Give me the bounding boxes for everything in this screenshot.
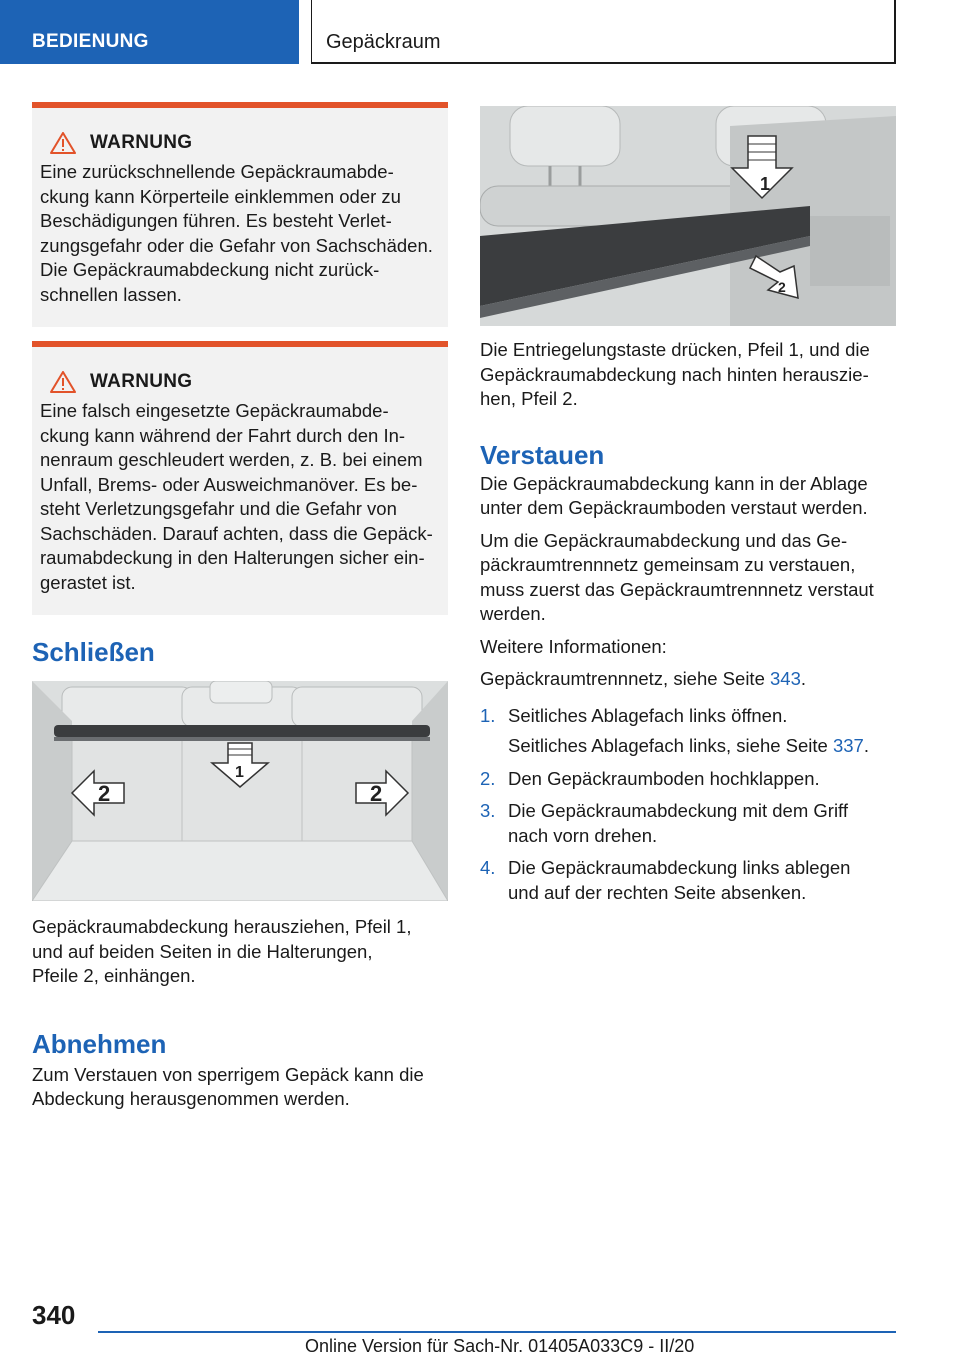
verstauen-para-2 [480, 529, 896, 627]
abnehmen-text [32, 1063, 448, 1112]
text-line: werden. [480, 603, 546, 624]
step-text [508, 856, 850, 905]
heading-schliessen: Schließen [32, 637, 155, 667]
text-line: Beschädigungen führen. Es besteht Verlet- [40, 210, 392, 231]
step-item [480, 704, 896, 729]
step-item [480, 767, 896, 792]
footer-version-text: Online Version für Sach-Nr. 01405A033C9 - II/20 [305, 1336, 695, 1356]
step-item [480, 856, 896, 905]
text-line: Eine zurückschnellende Gepäckraumabde- [40, 161, 394, 182]
cross-reference [480, 667, 896, 692]
caption-line: Die Entriegelungstaste drücken, Pfeil 1, und die [480, 339, 870, 360]
text-line: Die Gepäckraumabdeckung nicht zurück- [40, 259, 380, 280]
warning-title: WARNUNG [90, 371, 193, 392]
ref-text: Seitliches Ablagefach links, siehe Seite [508, 735, 833, 756]
caption-line: Gepäckraumabdeckung nach hinten herauszie- [480, 363, 869, 385]
caption-remove [480, 338, 896, 412]
text-line: gerastet ist. [40, 571, 136, 593]
left-column [32, 102, 448, 1112]
caption-line: Pfeile 2, einhängen. [32, 965, 196, 986]
arrow-label-right: 2 [370, 781, 383, 806]
text-line: Abdeckung herausgenommen werden. [32, 1088, 350, 1109]
warning-box-1 [32, 102, 448, 327]
chapter-title: Gepäckraum [326, 31, 441, 53]
footer-divider [98, 1331, 896, 1333]
release-button-illustration [480, 106, 896, 326]
warning-triangle-icon [50, 371, 76, 393]
text-line: Zum Verstauen von sperrigem Gepäck kann die [32, 1063, 424, 1085]
text-line: päckraumtrennnetz gemeinsam zu verstauen, [480, 554, 856, 575]
step-text [508, 799, 848, 848]
arrow-label-center: 1 [235, 764, 244, 781]
text-line: muss zuerst das Gepäckraumtrennnetz verstaut [480, 578, 874, 600]
warning-box-2 [32, 341, 448, 615]
page-link-337[interactable]: 337 [832, 735, 864, 756]
chapter-header [311, 0, 896, 64]
text-line: nenraum geschleudert werden, z. B. bei einem [40, 449, 423, 470]
ref-text: Gepäckraumtrennnetz, siehe Seite [480, 668, 770, 689]
text-line: Eine falsch eingesetzte Gepäckraumabde- [40, 400, 389, 421]
figure-remove-cover [480, 106, 896, 326]
caption-line: und auf beiden Seiten in die Halterungen, [32, 940, 373, 962]
text-line: Sachschäden. Darauf achten, dass die Gepäck- [40, 522, 433, 544]
step-number: 4. [480, 857, 496, 878]
arrow-label-2: 2 [778, 279, 786, 295]
figure-close-cover [32, 681, 448, 901]
text-line: Die Gepäckraumabdeckung mit dem Griff [508, 800, 849, 821]
text-line: schnellen lassen. [40, 283, 182, 305]
more-info-label: Weitere Informationen: [480, 635, 667, 657]
warning-title: WARNUNG [90, 132, 193, 153]
caption-line: hen, Pfeil 2. [480, 388, 578, 409]
text-line: Unfall, Brems- oder Ausweichmanöver. Es be- [40, 473, 418, 495]
text-line: ckung kann Körperteile einklemmen oder zu [40, 185, 401, 207]
warning-triangle-icon [50, 132, 76, 154]
section-title: BEDIENUNG [32, 31, 149, 52]
text-line: Die Gepäckraumabdeckung links ablegen [508, 857, 851, 878]
step-number: 1. [480, 704, 496, 726]
text-line: Die Gepäckraumabdeckung kann in der Ablage [480, 472, 868, 494]
step-text: Den Gepäckraumboden hochklappen. [508, 767, 820, 789]
heading-verstauen: Verstauen [480, 439, 605, 470]
heading-abnehmen: Abnehmen [32, 1028, 167, 1059]
warning-text [40, 160, 440, 307]
trunk-illustration [32, 681, 448, 901]
arrow-label-left: 2 [98, 781, 111, 806]
steps-list [480, 704, 896, 906]
right-column [480, 106, 896, 913]
caption-close [32, 915, 448, 989]
step-text: Seitliches Ablagefach links öffnen. [508, 704, 788, 726]
arrow-label-1: 1 [760, 174, 771, 194]
step-item [480, 799, 896, 848]
page-number: 340 [32, 1300, 76, 1330]
step-number: 2. [480, 767, 496, 789]
step-sub-reference [508, 734, 896, 759]
ref-end: . [863, 735, 869, 756]
step-number: 3. [480, 800, 496, 821]
caption-line: Gepäckraumabdeckung herausziehen, Pfeil 1, [32, 916, 412, 937]
warning-text [40, 399, 440, 595]
text-line: zungsgefahr oder die Gefahr von Sachschäden. [40, 234, 433, 256]
text-line: nach vorn drehen. [508, 824, 658, 846]
warning-header [40, 371, 440, 393]
ref-end: . [800, 668, 807, 689]
text-line: raumabdeckung in den Halterungen sicher ein- [40, 547, 425, 568]
text-line: ckung kann während der Fahrt durch den In- [40, 424, 406, 446]
warning-header [40, 132, 440, 154]
text-line: steht Verletzungsgefahr und die Gefahr von [40, 498, 397, 519]
text-line: unter dem Gepäckraumboden verstaut werden. [480, 497, 868, 518]
text-line: Um die Gepäckraumabdeckung und das Ge- [480, 529, 848, 551]
verstauen-para-1 [480, 472, 896, 521]
page-link-343[interactable]: 343 [770, 668, 801, 689]
section-tab [0, 0, 299, 64]
text-line: und auf der rechten Seite absenken. [508, 881, 807, 903]
